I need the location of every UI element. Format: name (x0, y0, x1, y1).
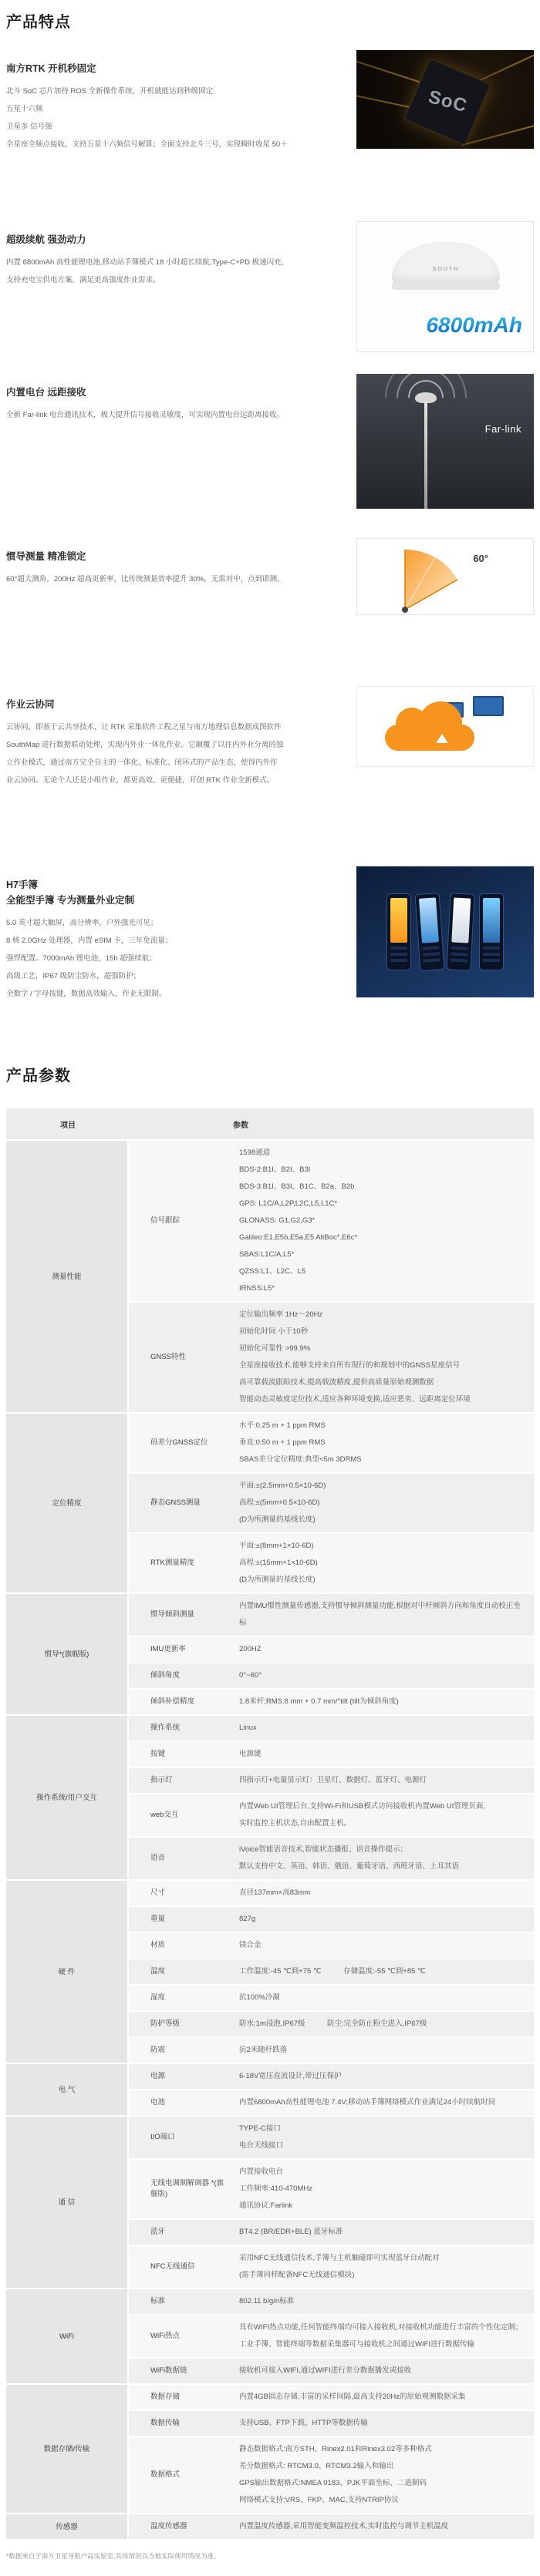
spec-row (129, 2359, 534, 2383)
spec-value-line: 水平:0.25 m + 1 ppm RMS (239, 1421, 326, 1430)
feature-line: 立作业模式，通过南方完全自主的一体化、标准化、闭环式的产品生态，使得内外作 (6, 758, 278, 767)
spec-value-line: (需手簿同样配备NFC无线通信模块) (239, 2271, 355, 2279)
spec-row-label: 信号跟踪 (150, 1216, 181, 1225)
feature-line: 强悍配置。7000mAh 锂电池，15h 超强续航； (6, 954, 157, 963)
handbook-image (356, 866, 534, 997)
feature-text (6, 686, 355, 789)
spec-value-line: 内置温度传感器,采用智能变频温控技术,实时监控与调节主机温度 (239, 2522, 449, 2531)
spec-row-values (233, 2289, 534, 2314)
spec-footnote: *数据来自于南方卫星导航产品实验室,具体情况以当地实际使用情况为准。 (6, 2552, 221, 2560)
spec-value-line: 静态数据格式:南方STH、Rinex2.01和Rinex3.02等多种格式 (239, 2445, 432, 2453)
spec-category-cell: 传感器 (6, 2514, 127, 2539)
spec-value-line: 802.11 b/g/n标准 (239, 2297, 295, 2305)
spec-row-values (233, 1838, 534, 1879)
spec-row (129, 1594, 534, 1636)
spec-rows (129, 1594, 534, 1714)
spec-category-cell: 电 气 (6, 2064, 127, 2115)
spec-row-values (233, 2220, 534, 2245)
spec-row-label: 倾斜角度 (150, 1671, 181, 1680)
spec-row-label: 材质 (150, 1941, 166, 1949)
feature-line: 全星座全频点接收，支持五星十六频信号解算；全面支持北斗三号，实现瞬时收星 50＋ (6, 140, 288, 149)
spec-value-line: 支持USB、FTP下载、HTTP等数据传输 (239, 2419, 368, 2427)
spec-row-label: 电源 (150, 2072, 166, 2080)
farlink-label: Far-link (484, 423, 521, 435)
spec-row (129, 2012, 534, 2036)
spec-value-line: SBAS差分定位精度:典型<5m 3DRMS (239, 1455, 362, 1464)
spec-value-line: 内置接收电台 (239, 2167, 284, 2176)
feature-line: 五星十六频 (6, 105, 43, 113)
spec-value-line: GLONASS: G1,G2,G3* (239, 1216, 316, 1225)
feature-title: H7手簿 (6, 879, 38, 890)
spec-row-values (233, 1303, 534, 1412)
spec-value-line: 实时监控主机状态,自由配置主机。 (239, 1819, 352, 1828)
spec-value-line: 抗100%冷凝 (239, 1993, 280, 2002)
spec-row (129, 1838, 534, 1879)
spec-value-line: 差分数据格式: RTCM3.0、RTCM3.2输入和输出 (239, 2462, 394, 2470)
spec-value-line: iVoice智能语音技术,智能状态播报、语音操作提示； (239, 1845, 407, 1854)
spec-value-line: (D为所测量的基线长度) (239, 1515, 316, 1524)
spec-row-label: 防震 (150, 2046, 166, 2054)
spec-row (129, 1414, 534, 1472)
spec-row (129, 2514, 534, 2539)
spec-value-line: Linux (239, 1723, 257, 1732)
feature-line: 业云协同。无论个人还是小组作业，都更高效、更便捷，开创 RTK 作业全新模式。 (6, 776, 275, 785)
device-screen (419, 897, 439, 943)
spec-row-values (233, 1663, 534, 1688)
spec-row (129, 1742, 534, 1767)
feature-text (6, 50, 355, 153)
spec-value-line: 网络模式支持:VRS、FKP、MAC,支持NTRIP协议 (239, 2496, 399, 2504)
spec-value-line: 具有WIFI热点功能,任何智能终端均可接入接收机,对接收机功能进行丰富的个性化定制； (239, 2323, 523, 2332)
spec-row-label: 指示灯 (150, 1776, 173, 1784)
spec-row-values (233, 1794, 534, 1836)
spec-row (129, 2385, 534, 2410)
spec-header-item: 项目 (60, 1121, 76, 1130)
spec-value-line: 827g (239, 1915, 256, 1923)
spec-row-values (233, 2359, 534, 2383)
spec-category-cell: WiFi (6, 2289, 127, 2383)
spec-row-label: IMU更新率 (150, 1645, 186, 1653)
spec-section (6, 2385, 534, 2513)
spec-value-line: IRNSS:L5* (239, 1284, 275, 1293)
spec-value-line: 默认支持中文、英语、韩语、俄语、葡萄牙语、西班牙语、土耳其语 (239, 1862, 460, 1871)
spec-value-line: 200HZ (239, 1645, 262, 1653)
feature-block (6, 866, 534, 1003)
spec-value-line: 初始化时间 小于10秒 (239, 1327, 309, 1336)
farlink-image (356, 374, 534, 509)
spec-row (129, 1794, 534, 1836)
spec-row (129, 1141, 534, 1301)
spec-value-line: 1.8米杆;RMS:8 mm + 0.7 mm/°tilt (tilt为倾斜角度) (239, 1697, 399, 1706)
spec-value-line: 直径137mm×高83mm (239, 1888, 311, 1897)
spec-row (129, 1986, 534, 2010)
spec-value-line: 平面:±(2.5mm+0.5×10-6D) (239, 1481, 326, 1490)
spec-value-line: GPS: L1C/A,L2P,L2C,L5,L1C* (239, 1199, 338, 1208)
spec-value-line: 平面:±(8mm+1×10-6D) (239, 1542, 314, 1550)
spec-row-values (233, 2012, 534, 2036)
spec-rows (129, 2385, 534, 2513)
feature-line: 全数字 / 字母按键，数据高效输入，作业无限制。 (6, 990, 167, 998)
feature-line: 5.0 英寸超大触屏，高分辨率，户外强光可见； (6, 919, 158, 927)
spec-category-cell: 惯导*(旗舰版) (6, 1594, 127, 1714)
device-keypad (451, 946, 468, 965)
soc-label: SoC (426, 86, 470, 117)
device-keypad (483, 947, 500, 965)
device-screen (483, 898, 500, 943)
spec-value-line: 定位输出频率 1Hz～20Hz (239, 1310, 323, 1319)
feature-text (6, 221, 355, 289)
spec-row-values (233, 1141, 534, 1301)
spec-value-line: 电台天线接口 (239, 2141, 284, 2150)
spec-rows (129, 1881, 534, 2063)
tilt-fan-graphic (357, 539, 534, 614)
spec-row (129, 2315, 534, 2357)
spec-row-values (233, 1907, 534, 1932)
feature-subtitle: 全能型手簿 专为测量外业定制 (6, 895, 134, 906)
chip-image (356, 50, 534, 149)
spec-row (129, 1959, 534, 1984)
spec-row (129, 2246, 534, 2288)
spec-row-values (233, 2064, 534, 2089)
feature-line: 全新 Far-link 电台通讯技术，极大提升信号接收灵敏度，可实现内置电台远距离接收。 (6, 411, 284, 419)
spec-row (129, 2220, 534, 2245)
spec-row (129, 2437, 534, 2513)
spec-section (6, 2064, 534, 2115)
spec-row-label: 湿度 (150, 1993, 166, 2002)
spec-value-line: SBAS:L1C/A,L5* (239, 1250, 295, 1259)
soc-chip (404, 59, 491, 146)
spec-value-line: 智能动态灵敏度定位技术,适应各种环境变换,适应恶劣、远距离定位环境 (239, 1395, 471, 1404)
params-section-title: 产品参数 (6, 1068, 71, 1085)
spec-value-line: 四指示灯+电量显示灯：卫星灯、数据灯、蓝牙灯、电源灯 (239, 1776, 427, 1784)
spec-row-label: 防护等级 (150, 2019, 181, 2028)
spec-row (129, 1768, 534, 1793)
spec-row-values (233, 1881, 534, 1905)
spec-row-label: 码差分GNSS定位 (150, 1438, 208, 1447)
spec-value-line: BT4.2 (BR/EDR+BLE) 蓝牙标准 (239, 2228, 343, 2236)
spec-value-line: 0°~60° (239, 1671, 262, 1680)
spec-row-label: WiFi热点 (150, 2332, 180, 2340)
feature-line: SouthMap 进行数据联动处理，实现内外业一体化作业。它颠覆了以往内外业分离的独 (6, 741, 284, 749)
spec-row-label: 数据存储 (150, 2393, 181, 2401)
spec-header-param: 参数 (233, 1121, 248, 1130)
spec-value-line: 内置Web UI管理后台,支持Wi-Fi和USB模式访问接收机内置Web UI管理页面, (239, 1802, 485, 1811)
spec-row-values (233, 2117, 534, 2158)
spec-table-body (6, 1141, 534, 2539)
spec-value-line: 内置IMU惯性测量传感器,支持惯导倾斜测量功能,根据对中杆倾斜方向和角度自动校正坐标 (239, 1602, 521, 1627)
device-screen (390, 898, 407, 943)
feature-line: 北斗 SoC 芯片加持 ROS 全新操作系统，开机就能达到秒级固定 (6, 87, 214, 96)
feature-title: 作业云协同 (6, 699, 55, 710)
spec-value-line: BDS-3:B1I、B3I、B1C、B2a、B2b (239, 1182, 355, 1191)
spec-value-line: (D为所测量的基线长度) (239, 1576, 316, 1584)
feature-title: 内置电台 远距接收 (6, 387, 86, 398)
spec-row (129, 1690, 534, 1714)
spec-row (129, 2289, 534, 2314)
device-keypad (422, 946, 440, 965)
spec-category-cell: 定位精度 (6, 1414, 127, 1592)
spec-section (6, 1141, 534, 1412)
spec-row (129, 1933, 534, 1958)
spec-value-line: 垂直:0.50 m + 1 ppm RMS (239, 1438, 326, 1447)
spec-row (129, 1881, 534, 1905)
spec-value-line: Galileo:E1,E5b,E5a,E5 AltBoc*,E6c* (239, 1233, 358, 1242)
spec-value-line: 1598通道 (239, 1148, 271, 1157)
spec-row-values (233, 2411, 534, 2436)
spec-category-cell: 操作系统/用户交互 (6, 1716, 127, 1879)
spec-row-label: 重量 (150, 1915, 166, 1923)
spec-row (129, 2117, 534, 2158)
spec-value-line: 全星座接收技术,能够支持来自所有现行的和规划中的GNSS星座信号 (239, 1361, 461, 1370)
receiver-band (392, 282, 500, 290)
spec-row (129, 1637, 534, 1662)
spec-value-line: 初始化可靠性 >99.9% (239, 1344, 311, 1353)
spec-row-values (233, 2038, 534, 2063)
spec-row (129, 2160, 534, 2218)
spec-row-label: WiFi数据链 (150, 2366, 187, 2375)
spec-row-values (233, 1534, 534, 1592)
device-keypad (390, 947, 407, 965)
feature-block (6, 221, 534, 352)
spec-row (129, 1907, 534, 1932)
spec-row-values (233, 2160, 534, 2218)
spec-row-label: I/O端口 (150, 2133, 175, 2141)
spec-row-values (233, 1474, 534, 1532)
spec-rows (129, 2289, 534, 2383)
spec-value-line: GPS输出数据格式:NMEA 0183、PJK平面坐标、二进制码 (239, 2479, 427, 2487)
spec-row-values (233, 2315, 534, 2357)
spec-rows (129, 1716, 534, 1879)
spec-value-line: 内置6800mAh高性能锂电池 7.4V;移动站手簿网络模式作业满足24小时续航时间 (239, 2098, 496, 2107)
spec-row (129, 2090, 534, 2115)
feature-title: 惯导测量 精准锁定 (6, 551, 86, 562)
tilt-angle-label: 60° (473, 553, 488, 564)
brand-label: SOUTH (432, 267, 460, 272)
spec-row-label: 温度 (150, 1967, 166, 1976)
spec-value-line: 通讯协议:Farlink (239, 2201, 293, 2210)
device-screen (451, 897, 471, 943)
cloud-image (356, 686, 534, 767)
features-section-title: 产品特点 (6, 14, 71, 31)
spec-category-cell: 通 信 (6, 2117, 127, 2288)
antenna-pole (424, 402, 427, 509)
spec-row-label: NFC无线通信 (150, 2262, 195, 2271)
spec-row-label: 倾斜补偿精度 (150, 1697, 195, 1706)
spec-section (6, 1881, 534, 2063)
spec-rows (129, 2064, 534, 2115)
tilt-image (356, 538, 534, 615)
spec-row-label: 惯导倾斜测量 (150, 1610, 195, 1619)
spec-row-values (233, 1716, 534, 1740)
spec-section (6, 1414, 534, 1592)
feature-block (6, 538, 534, 615)
spec-row (129, 2411, 534, 2436)
spec-row-values (233, 2385, 534, 2410)
spec-row-label: 按键 (150, 1750, 166, 1758)
spec-row-label: 静态GNSS测量 (150, 1498, 201, 1507)
spec-row-values (233, 2437, 534, 2513)
spec-row-label: 标准 (150, 2297, 166, 2305)
spec-row (129, 2064, 534, 2089)
monitor-icon (473, 696, 504, 716)
spec-section (6, 2514, 534, 2539)
feature-line: 支持充电宝供电方案，满足更高强度作业需求。 (6, 276, 160, 284)
spec-row-values (233, 1690, 534, 1714)
spec-row-label: 数据格式 (150, 2470, 181, 2479)
spec-row-values (233, 2246, 534, 2288)
cloud-icon (385, 725, 474, 751)
spec-row-label: 无线电调制解调器 *(旗舰版) (150, 2179, 224, 2198)
spec-row-values (233, 1637, 534, 1662)
handheld-device (386, 893, 411, 970)
spec-value-line: 抗2米随杆跌落 (239, 2046, 288, 2054)
spec-value-line: TYPE-C接口 (239, 2124, 281, 2133)
spec-row (129, 1474, 534, 1532)
spec-row-label: 语音 (150, 1854, 166, 1862)
spec-row-label: 尺寸 (150, 1888, 166, 1897)
spec-row-label: 操作系统 (150, 1723, 181, 1732)
feature-line: 高级工艺，IP67 级防尘防水，超强防护； (6, 972, 141, 980)
spec-value-line: 接收机可接入WIFI,通过WIFI进行差分数据播发或接收 (239, 2366, 412, 2375)
feature-line: 内置 6800mAh 高性能锂电池,移动站手簿模式 18 小时超长续航,Type-C+PD 极速闪充， (6, 258, 289, 267)
feature-title: 超级续航 强劲动力 (6, 234, 86, 245)
spec-row-values (233, 1933, 534, 1958)
spec-row-values (233, 2514, 534, 2539)
spec-rows (129, 2117, 534, 2288)
spec-row-label: web交互 (150, 1811, 179, 1819)
spec-value-line: 6-18V宽压直流设计,带过压保护 (239, 2072, 342, 2080)
spec-value-line: 高可靠载波跟踪技术,提高载波精度,提供高质量原始观测数据 (239, 1378, 434, 1387)
spec-section (6, 1594, 534, 1714)
handheld-device (479, 893, 504, 970)
spec-row-values (233, 1986, 534, 2010)
features-list (6, 50, 534, 1003)
spec-row-label: RTK测量精度 (150, 1559, 194, 1567)
feature-block (6, 374, 534, 509)
spec-rows (129, 1414, 534, 1592)
feature-line: 60°超大测角，200Hz 超高更新率，比传统测量效率提升 30%，无需对中，点到即测。 (6, 575, 285, 583)
feature-line: 8 核 2.0GHz 处理器，内置 eSIM 卡，三年免流量； (6, 937, 173, 945)
spec-row-label: 蓝牙 (150, 2228, 166, 2236)
spec-value-line: 高程:±(15mm+1×10-6D) (239, 1559, 318, 1567)
spec-value-line: 电源键 (239, 1750, 262, 1758)
spec-value-line: 采用NFC无线通信技术,手簿与主机触碰即可实现蓝牙自动配对 (239, 2254, 440, 2262)
upload-arrow-icon (436, 734, 448, 743)
battery-capacity-label: 6800mAh (426, 313, 522, 337)
spec-section (6, 1716, 534, 1879)
spec-row-values (233, 1742, 534, 1767)
handheld-device (415, 893, 445, 971)
spec-row (129, 1534, 534, 1592)
spec-row-label: 数据传输 (150, 2419, 181, 2427)
spec-rows (129, 1141, 534, 1412)
spec-table-header (6, 1108, 534, 1139)
feature-block (6, 50, 534, 153)
spec-value-line: 防水:1m浸泡,IP67级 防尘:完全防止粉尘进入,IP67级 (239, 2019, 427, 2028)
feature-text (6, 538, 355, 588)
spec-row (129, 1716, 534, 1740)
spec-row (129, 1303, 534, 1412)
feature-text (6, 374, 355, 424)
spec-row-values (233, 1768, 534, 1793)
spec-row-values (233, 1959, 534, 1984)
circuit-trace (475, 52, 534, 83)
spec-section (6, 2289, 534, 2383)
spec-value-line: 内置4GB固态存储,丰富的采样间隔,最高支持20Hz的原始观测数据采集 (239, 2393, 466, 2401)
spec-rows (129, 2514, 534, 2539)
spec-row (129, 2038, 534, 2063)
spec-row-label: 温度传感器 (150, 2522, 187, 2531)
feature-line: 云协同，即基于云共享技术，让 RTK 采集软件工程之星与南方地理信息数据成图软件 (6, 723, 282, 731)
spec-value-line: 工作温度:-45 ℃到+75 ℃ 存储温度:-55 ℃到+85 ℃ (239, 1967, 426, 1976)
spec-value-line: 工业手簿、智能终端等数据采集器可与接收机之间通过WIFI进行数据传输 (239, 2340, 475, 2349)
receiver-dome (392, 242, 500, 285)
feature-title: 南方RTK 开机秒固定 (6, 63, 96, 74)
feature-block (6, 686, 534, 789)
handheld-device (446, 893, 474, 971)
spec-category-cell: 测量性能 (6, 1141, 127, 1412)
spec-row-label: 电池 (150, 2098, 166, 2107)
feature-line: 卫星多 信号强 (6, 123, 52, 131)
feature-text (6, 866, 355, 1003)
spec-row (129, 1663, 534, 1688)
battery-image (356, 221, 534, 352)
spec-row-values (233, 2090, 534, 2115)
spec-section (6, 2117, 534, 2288)
spec-value-line: 高程:±(5mm+0.5×10-6D) (239, 1498, 320, 1507)
spec-row-values (233, 1594, 534, 1636)
spec-category-cell: 数据存储/传输 (6, 2385, 127, 2513)
spec-value-line: QZSS:L1、L2C、L5 (239, 1267, 306, 1276)
spec-value-line: 镁合金 (239, 1941, 262, 1949)
spec-value-line: 工作频率:410-470MHz (239, 2184, 313, 2193)
spec-row-values (233, 1414, 534, 1472)
spec-category-cell: 硬 件 (6, 1881, 127, 2063)
spec-value-line: BDS-2:B1I、B2I、B3I (239, 1165, 311, 1174)
spec-table (6, 1108, 534, 2539)
spec-row-label: GNSS特性 (150, 1353, 186, 1361)
